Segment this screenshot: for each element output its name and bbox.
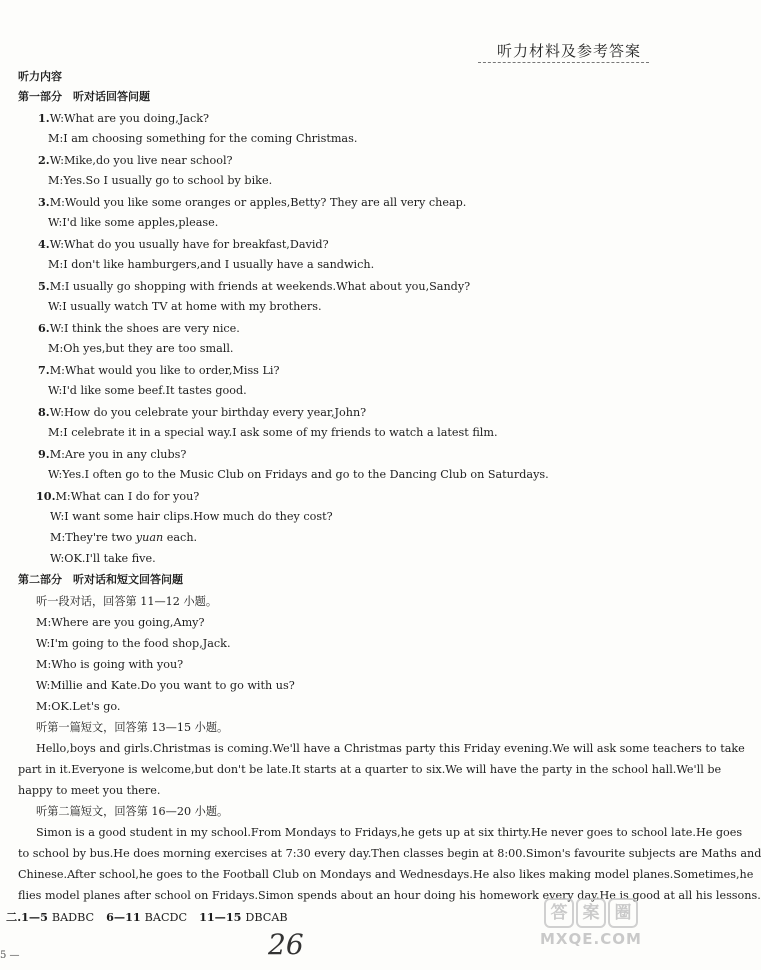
question-item-6 (38, 321, 240, 336)
dialogue-line: M:I usually go shopping with friends at weekends.What about you,Sandy? (49, 280, 471, 293)
passage1-line: part in it.Everyone is welcome,but don't be late.It starts at a quarter to six.We will have the party in the school hall.We'll be (18, 763, 722, 776)
passage1-line: happy to meet you there. (18, 784, 161, 797)
question-number: 10. (36, 489, 56, 503)
passage1-line: Hello,boys and girls.Christmas is coming.We'll have a Christmas party this Friday evening.We will ask some teachers to take (36, 742, 745, 755)
dialogue-line: M:Yes.So I usually go to school by bike. (48, 174, 273, 187)
question-number: 6. (38, 321, 50, 335)
part1-heading: 第一部分 听对话回答问题 (18, 90, 150, 103)
page-number: 26 (268, 928, 304, 961)
question-number: 1. (38, 111, 50, 125)
question-number: 8. (38, 405, 50, 419)
dialogue-line: M:Oh yes,but they are too small. (48, 342, 234, 355)
answer-letters: BACDC (144, 911, 188, 924)
dialogue-line: M:Who is going with you? (36, 658, 184, 671)
watermark-logo (540, 898, 642, 948)
dialogue-line: M:Would you like some oranges or apples,Betty? They are all very cheap. (49, 196, 467, 209)
question-item-4 (38, 237, 329, 252)
question-item-10 (36, 489, 199, 504)
section-label: 听力内容 (18, 70, 62, 83)
answer-key-prefix: 二. (6, 910, 22, 924)
passage2-line: flies model planes after school on Fridays.Simon spends about an hour doing his homework every day.He is good at all his lessons. (18, 889, 761, 902)
dialogue-line: W:I usually watch TV at home with my brothers. (48, 300, 322, 313)
dialogue-line: M:I am choosing something for the coming Christmas. (48, 132, 358, 145)
passage2-line: Chinese.After school,he goes to the Football Club on Mondays and Wednesdays.He also likes making model planes.Sometimes,he (18, 868, 754, 881)
question-item-5 (38, 279, 470, 294)
question-number: 5. (38, 279, 50, 293)
answer-range: 11—15 (199, 910, 242, 924)
dialogue-line: W:Millie and Kate.Do you want to go with us? (36, 679, 295, 692)
dialogue-line: W:Yes.I often go to the Music Club on Fridays and go to the Dancing Club on Saturdays. (48, 468, 549, 481)
question-item-1 (38, 111, 209, 126)
watermark-char: 答 (544, 898, 574, 928)
dialogue-line: W:I'm going to the food shop,Jack. (36, 637, 231, 650)
dialogue-line: M:What can I do for you? (55, 490, 200, 503)
dialogue-line: W:I want some hair clips.How much do they cost? (50, 510, 333, 523)
dialogue-line: W:OK.I'll take five. (50, 552, 156, 565)
dialogue-line: W:I'd like some beef.It tastes good. (48, 384, 247, 397)
answer-letters: DBCAB (245, 911, 288, 924)
dialogue-line: M:Where are you going,Amy? (36, 616, 205, 629)
part2-heading: 第二部分 听对话和短文回答问题 (18, 573, 183, 586)
dialogue-line: W:How do you celebrate your birthday every year,John? (49, 406, 367, 419)
dialogue-line: M:I don't like hamburgers,and I usually have a sandwich. (48, 258, 375, 271)
question-number: 3. (38, 195, 50, 209)
answer-letters: BADBC (51, 911, 95, 924)
passage2-line: Simon is a good student in my school.From Mondays to Fridays,he gets up at six thirty.He never goes to school late.He goes (36, 826, 743, 839)
question-item-3 (38, 195, 466, 210)
passage2-intro: 听第二篇短文，回答第 16—20 小题。 (36, 805, 229, 818)
dialogue-line: M:OK.Let's go. (36, 700, 121, 713)
question-number: 9. (38, 447, 50, 461)
dialogue-line: W:What are you doing,Jack? (49, 112, 210, 125)
passage2-line: to school by bus.He does morning exercises at 7:30 every day.Then classes begin at 8:00.Simon's favourite subjects are Maths and (18, 847, 761, 860)
dialogue-line: M:They're two yuan each. (50, 531, 198, 544)
dialogue-line: W:What do you usually have for breakfast,David? (49, 238, 329, 251)
answer-range: 1—5 (21, 910, 48, 924)
watermark-url: MXQE.COM (540, 930, 642, 948)
watermark-char: 案 (576, 898, 606, 928)
header-title: 听力材料及参考答案 (496, 42, 641, 60)
dialogue-line: W:Mike,do you live near school? (49, 154, 233, 167)
dialogue-line: M:What would you like to order,Miss Li? (49, 364, 280, 377)
page-edge-mark: 5 — (0, 950, 20, 961)
question-item-9 (38, 447, 186, 462)
answer-key (6, 910, 288, 925)
answer-range: 6—11 (106, 910, 141, 924)
question-number: 2. (38, 153, 50, 167)
watermark-char: 圈 (608, 898, 638, 928)
question-number: 4. (38, 237, 50, 251)
dialogue-line: W:I'd like some apples,please. (48, 216, 219, 229)
dialogue-line: M:I celebrate it in a special way.I ask some of my friends to watch a latest film. (48, 426, 498, 439)
dialogue-line: M:Are you in any clubs? (49, 448, 187, 461)
dialogue-line: W:I think the shoes are very nice. (49, 322, 240, 335)
watermark-logo-chars (540, 898, 642, 928)
question-number: 7. (38, 363, 50, 377)
dialogue-intro: 听一段对话，回答第 11—12 小题。 (36, 595, 218, 608)
passage1-intro: 听第一篇短文，回答第 13—15 小题。 (36, 721, 229, 734)
question-item-7 (38, 363, 279, 378)
question-item-2 (38, 153, 233, 168)
question-item-8 (38, 405, 366, 420)
header-rule (478, 62, 649, 63)
